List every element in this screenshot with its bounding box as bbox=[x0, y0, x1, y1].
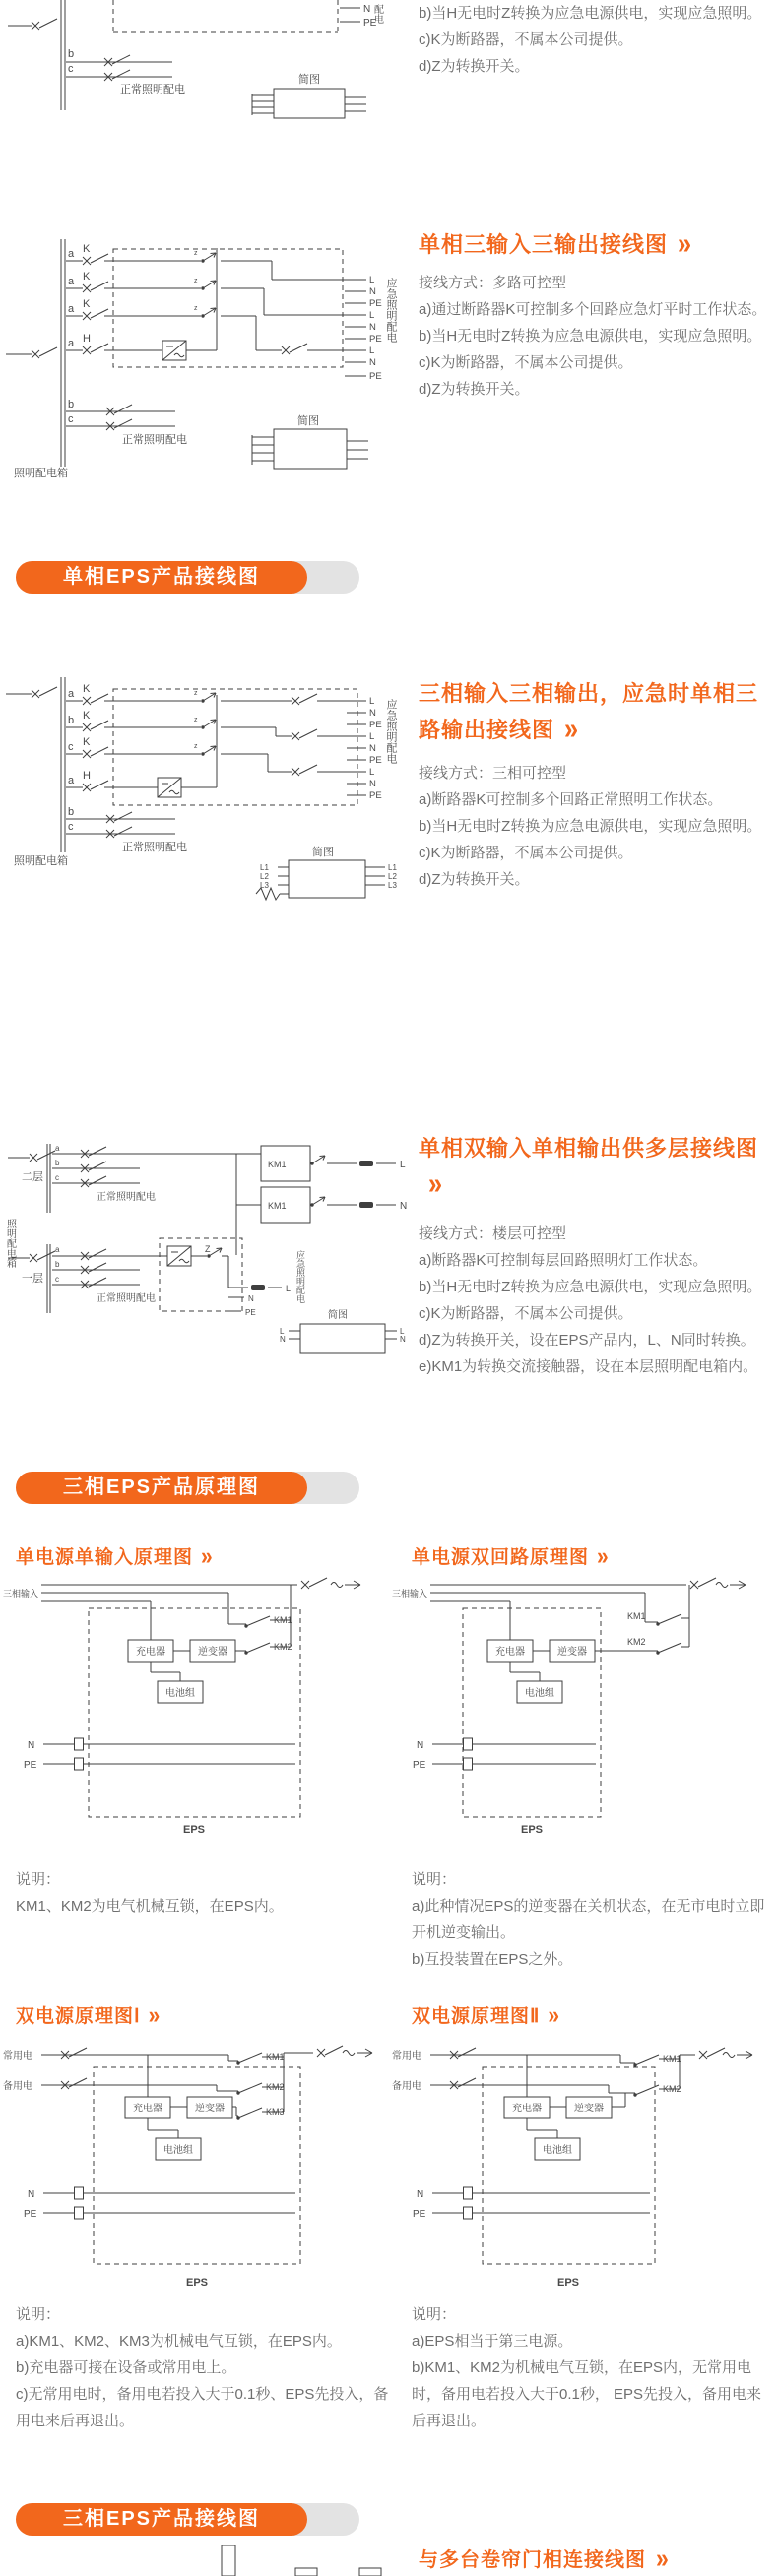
label-normal-lighting: 正常照明配电 bbox=[97, 1293, 156, 1304]
label-battery: 电池组 bbox=[165, 1688, 195, 1699]
label-b: b bbox=[55, 1260, 60, 1269]
label-N: N bbox=[369, 322, 376, 333]
label-N: N bbox=[369, 357, 376, 368]
label-PE: PE bbox=[363, 18, 377, 29]
principle2-left-notes bbox=[16, 2301, 390, 2434]
principle1-left-notes bbox=[16, 1866, 390, 1919]
label-KM2: KM2 bbox=[274, 1642, 292, 1652]
label-N: N bbox=[417, 1740, 424, 1751]
label-floor2: 二层 bbox=[22, 1171, 43, 1183]
label-KM2: KM2 bbox=[663, 2084, 681, 2094]
note-line: b)KM1、KM2为机械电气互锁，在EPS内，无常用电时，备用电若投入大于0.1秒， EPS先投入，备用电来后再退出。 bbox=[412, 2359, 762, 2429]
label-L: L bbox=[369, 731, 375, 742]
note-line: 接线方式：多路可控型 bbox=[419, 275, 567, 291]
banner-single-phase-wiring bbox=[16, 561, 359, 594]
label-N: N bbox=[28, 1740, 35, 1751]
label-N: N bbox=[369, 708, 376, 719]
label-b: b bbox=[68, 48, 75, 60]
label-sketch: 简图 bbox=[297, 415, 319, 427]
chevron-icon: » bbox=[678, 227, 693, 261]
title-text: 单相三输入三输出接线图 bbox=[419, 232, 669, 257]
label-L1: L1 bbox=[260, 863, 269, 872]
note-line: a)KM1、KM2、KM3为机械电气互锁，在EPS内。 bbox=[16, 2333, 342, 2350]
note-line: a)此种情况EPS的逆变器在关机状态，在无市电时立即开机逆变输出。 bbox=[412, 1898, 765, 1941]
label-Z: Z bbox=[205, 1244, 211, 1254]
chevron-icon: » bbox=[201, 1542, 214, 1571]
label-a: a bbox=[68, 688, 75, 700]
title-text: 三相输入三相输出，应急时单相三路输出接线图 bbox=[419, 681, 759, 742]
label-L: L bbox=[369, 346, 375, 356]
label-eps: EPS bbox=[556, 2277, 580, 2289]
label-PE: PE bbox=[369, 720, 382, 730]
label-KM1: KM1 bbox=[274, 1615, 292, 1625]
label-K: K bbox=[83, 683, 91, 695]
label-three-phase-input: 三相输入 bbox=[392, 1589, 428, 1599]
section5-title[interactable] bbox=[419, 2545, 773, 2573]
label-PE: PE bbox=[369, 298, 382, 309]
label-N: N bbox=[400, 1201, 408, 1212]
label-a: a bbox=[55, 1144, 60, 1153]
label-charger: 充电器 bbox=[512, 2104, 542, 2114]
label-lighting-box: 照明配电箱 bbox=[14, 855, 68, 867]
note-line: 接线方式：三相可控型 bbox=[419, 765, 567, 782]
note-line: d)Z为转换开关，设在EPS产品内，L、N同时转换。 bbox=[419, 1332, 755, 1349]
label-K: K bbox=[83, 710, 91, 722]
label-KM1: KM1 bbox=[266, 2052, 285, 2062]
label-a: a bbox=[68, 338, 75, 349]
label-KM1: KM1 bbox=[663, 2054, 681, 2064]
label-c: c bbox=[68, 413, 74, 425]
banner-label: 三相EPS产品原理图 bbox=[16, 1472, 307, 1504]
note-head: 说明： bbox=[16, 1871, 61, 1888]
section1-notes bbox=[419, 0, 776, 80]
label-N: N bbox=[369, 779, 376, 789]
note-head: 说明： bbox=[412, 2306, 457, 2323]
label-charger: 充电器 bbox=[136, 1647, 165, 1658]
label-z: z bbox=[194, 743, 198, 750]
note-line: b)充电器可接在设备或常用电上。 bbox=[16, 2359, 236, 2376]
label-normal-lighting: 正常照明配电 bbox=[120, 84, 185, 95]
chevron-icon: » bbox=[548, 2001, 560, 2030]
label-a: a bbox=[68, 775, 75, 786]
note-line: a)通过断路器K可控制多个回路应急灯平时工作状态。 bbox=[419, 301, 767, 318]
label-z: z bbox=[194, 690, 198, 697]
banner-label: 单相EPS产品接线图 bbox=[16, 561, 307, 594]
principle1-right-title[interactable] bbox=[412, 1542, 610, 1571]
banner-label: 三相EPS产品接线图 bbox=[16, 2503, 307, 2536]
note-line: c)K为断路器，不属本公司提供。 bbox=[419, 845, 633, 861]
label-L: L bbox=[369, 310, 375, 321]
label-mains: 常用电 bbox=[3, 2051, 32, 2062]
label-inverter: 逆变器 bbox=[195, 2104, 225, 2114]
label-backup: 备用电 bbox=[392, 2081, 421, 2092]
label-KM1: KM1 bbox=[268, 1160, 287, 1169]
banner-three-phase-principle bbox=[16, 1472, 359, 1504]
chevron-icon: » bbox=[564, 713, 580, 746]
principle2-right-notes bbox=[412, 2301, 776, 2434]
label-emergency-lighting: 应急照明配电 bbox=[385, 699, 397, 764]
label-z: z bbox=[194, 305, 198, 312]
section3-title[interactable] bbox=[419, 675, 775, 748]
section4-notes bbox=[419, 1221, 776, 1380]
label-L: L bbox=[280, 1327, 285, 1336]
label-L3: L3 bbox=[260, 881, 269, 890]
note-line: b)当H无电时Z转换为应急电源供电，实现应急照明。 bbox=[419, 818, 762, 835]
label-lighting-box: 照明配电箱 bbox=[14, 468, 68, 479]
principle-diagram-single-input bbox=[0, 1573, 389, 1844]
label-KM3: KM3 bbox=[266, 2107, 285, 2117]
section2-title[interactable] bbox=[419, 226, 775, 263]
label-c: c bbox=[68, 741, 74, 753]
label-L: L bbox=[369, 696, 375, 707]
label-emergency-lighting: 应急照明配电 bbox=[385, 278, 397, 343]
principle-diagram-double-circuit bbox=[389, 1573, 778, 1844]
note-line: c)无常用电时，备用电若投入大于0.1秒、EPS先投入，备用电来后再退出。 bbox=[16, 2386, 389, 2429]
label-inverter: 逆变器 bbox=[198, 1647, 227, 1658]
label-charger: 充电器 bbox=[495, 1647, 525, 1658]
label-K: K bbox=[83, 736, 91, 748]
note-head: 说明： bbox=[412, 1871, 457, 1888]
note-line: c)K为断路器，不属本公司提供。 bbox=[419, 31, 633, 48]
label-battery: 电池组 bbox=[163, 2145, 193, 2156]
note-line: a)断路器K可控制多个回路正常照明工作状态。 bbox=[419, 791, 723, 808]
label-z: z bbox=[194, 250, 198, 257]
label-c: c bbox=[68, 821, 74, 833]
note-line: b)当H无电时Z转换为应急电源供电，实现应急照明。 bbox=[419, 328, 762, 345]
label-charger: 充电器 bbox=[133, 2104, 162, 2114]
note-line: a)断路器K可控制每层回路照明灯工作状态。 bbox=[419, 1252, 708, 1269]
label-N: N bbox=[369, 286, 376, 297]
label-KM2: KM2 bbox=[627, 1637, 646, 1647]
label-normal-lighting: 正常照明配电 bbox=[122, 842, 187, 853]
principle1-left-title[interactable] bbox=[16, 1542, 214, 1571]
label-a: a bbox=[68, 248, 75, 260]
label-PE: PE bbox=[24, 2209, 37, 2220]
label-eps: EPS bbox=[182, 1824, 206, 1836]
label-PE: PE bbox=[369, 334, 382, 345]
title-text: 与多台卷帘门相连接线图 bbox=[419, 2549, 646, 2571]
label-L: L bbox=[369, 275, 375, 285]
section4-title[interactable] bbox=[419, 1130, 773, 1203]
label-battery: 电池组 bbox=[543, 2145, 572, 2156]
label-N: N bbox=[400, 1335, 406, 1344]
note-line: d)Z为转换开关。 bbox=[419, 381, 530, 398]
label-floor1: 一层 bbox=[22, 1273, 43, 1285]
label-a: a bbox=[68, 276, 75, 287]
label-normal-lighting: 正常照明配电 bbox=[122, 434, 187, 446]
section3-notes bbox=[419, 760, 776, 893]
label-backup: 备用电 bbox=[3, 2081, 32, 2092]
note-line: b)互投装置在EPS之外。 bbox=[412, 1951, 573, 1968]
label-b: b bbox=[68, 399, 75, 410]
label-KM1: KM1 bbox=[627, 1611, 646, 1621]
banner-three-phase-wiring bbox=[16, 2503, 359, 2536]
label-mains: 常用电 bbox=[392, 2051, 421, 2062]
label-z: z bbox=[194, 717, 198, 723]
label-inverter: 逆变器 bbox=[574, 2104, 604, 2114]
title-text: 单相双输入单相输出供多层接线图 bbox=[419, 1136, 759, 1161]
principle-diagram-dual-source-1 bbox=[0, 2026, 389, 2296]
chevron-icon: » bbox=[597, 1542, 610, 1571]
label-a: a bbox=[55, 1245, 60, 1254]
wiring-diagram-1ph-3in-3out bbox=[0, 138, 453, 482]
label-PE: PE bbox=[369, 371, 382, 382]
label-z: z bbox=[194, 278, 198, 284]
title-text: 双电源原理图Ⅱ bbox=[412, 2006, 541, 2027]
note-line: b)当H无电时Z转换为应急电源供电，实现应急照明。 bbox=[419, 1279, 762, 1295]
note-line: 接线方式：楼层可控型 bbox=[419, 1225, 567, 1242]
label-N: N bbox=[280, 1335, 286, 1344]
label-L1: L1 bbox=[388, 863, 397, 872]
label-KM1: KM1 bbox=[268, 1201, 287, 1211]
note-line: a)EPS相当于第三电源。 bbox=[412, 2333, 573, 2350]
note-line: c)K为断路器，不属本公司提供。 bbox=[419, 354, 633, 371]
label-three-phase-input: 三相输入 bbox=[3, 1589, 39, 1599]
label-H: H bbox=[83, 333, 91, 345]
label-PE: PE bbox=[24, 1760, 37, 1771]
principle-diagram-dual-source-2 bbox=[389, 2026, 778, 2296]
note-line: d)Z为转换开关。 bbox=[419, 58, 530, 75]
note-line: d)Z为转换开关。 bbox=[419, 871, 530, 888]
label-L2: L2 bbox=[388, 872, 397, 881]
label-inverter: 逆变器 bbox=[557, 1647, 587, 1658]
label-PE: PE bbox=[413, 1760, 426, 1771]
wiring-diagram-top-partial bbox=[0, 0, 453, 128]
label-L: L bbox=[400, 1160, 406, 1170]
chevron-icon: » bbox=[148, 2001, 162, 2030]
label-c: c bbox=[68, 63, 74, 75]
label-L3: L3 bbox=[388, 881, 397, 890]
label-N: N bbox=[363, 4, 371, 15]
label-sketch: 简图 bbox=[312, 847, 334, 858]
note-line: c)K为断路器，不属本公司提供。 bbox=[419, 1305, 633, 1322]
label-L: L bbox=[369, 767, 375, 778]
label-N: N bbox=[417, 2189, 424, 2200]
label-emergency-lighting: 应急照明配电 bbox=[295, 1250, 305, 1303]
label-PE: PE bbox=[245, 1308, 256, 1317]
label-PE: PE bbox=[413, 2209, 426, 2220]
note-line: e)KM1为转换交流接触器，设在本层照明配电箱内。 bbox=[419, 1358, 758, 1375]
label-sketch: 简图 bbox=[298, 74, 320, 86]
chevron-icon: » bbox=[428, 1167, 444, 1201]
label-PE: PE bbox=[369, 790, 382, 801]
label-L: L bbox=[400, 1327, 405, 1336]
label-sketch: 简图 bbox=[328, 1310, 348, 1321]
title-text: 单电源单输入原理图 bbox=[16, 1547, 194, 1568]
label-a: a bbox=[68, 303, 75, 315]
note-line: KM1、KM2为电气机械互锁，在EPS内。 bbox=[16, 1898, 284, 1915]
note-head: 说明： bbox=[16, 2306, 61, 2323]
label-b: b bbox=[68, 715, 75, 726]
title-text: 单电源双回路原理图 bbox=[412, 1547, 590, 1568]
label-K: K bbox=[83, 298, 91, 310]
label-c: c bbox=[55, 1275, 59, 1284]
label-b: b bbox=[55, 1159, 60, 1167]
label-b: b bbox=[68, 806, 75, 818]
note-line: b)当H无电时Z转换为应急电源供电，实现应急照明。 bbox=[419, 5, 762, 22]
label-eps: EPS bbox=[185, 2277, 209, 2289]
label-eps: EPS bbox=[520, 1824, 544, 1836]
principle1-right-notes bbox=[412, 1866, 774, 1973]
label-normal-lighting: 正常照明配电 bbox=[97, 1192, 156, 1203]
label-N: N bbox=[28, 2189, 35, 2200]
label-lighting-box: 照明配电箱 bbox=[4, 1219, 16, 1268]
label-distribution: 配电 bbox=[371, 4, 383, 24]
label-KM2: KM2 bbox=[266, 2082, 285, 2092]
section2-notes bbox=[419, 270, 776, 403]
label-H: H bbox=[83, 770, 91, 782]
label-c: c bbox=[55, 1173, 59, 1182]
label-PE: PE bbox=[369, 755, 382, 766]
label-L2: L2 bbox=[260, 872, 269, 881]
chevron-icon: » bbox=[656, 2543, 670, 2574]
label-K: K bbox=[83, 271, 91, 283]
label-L: L bbox=[286, 1284, 292, 1293]
title-text: 双电源原理图Ⅰ bbox=[16, 2006, 141, 2027]
label-battery: 电池组 bbox=[525, 1688, 554, 1699]
label-N: N bbox=[369, 743, 376, 754]
label-K: K bbox=[83, 243, 91, 255]
wiring-diagram-3ph-in-1ph-3out bbox=[0, 655, 453, 935]
label-N: N bbox=[248, 1294, 254, 1303]
